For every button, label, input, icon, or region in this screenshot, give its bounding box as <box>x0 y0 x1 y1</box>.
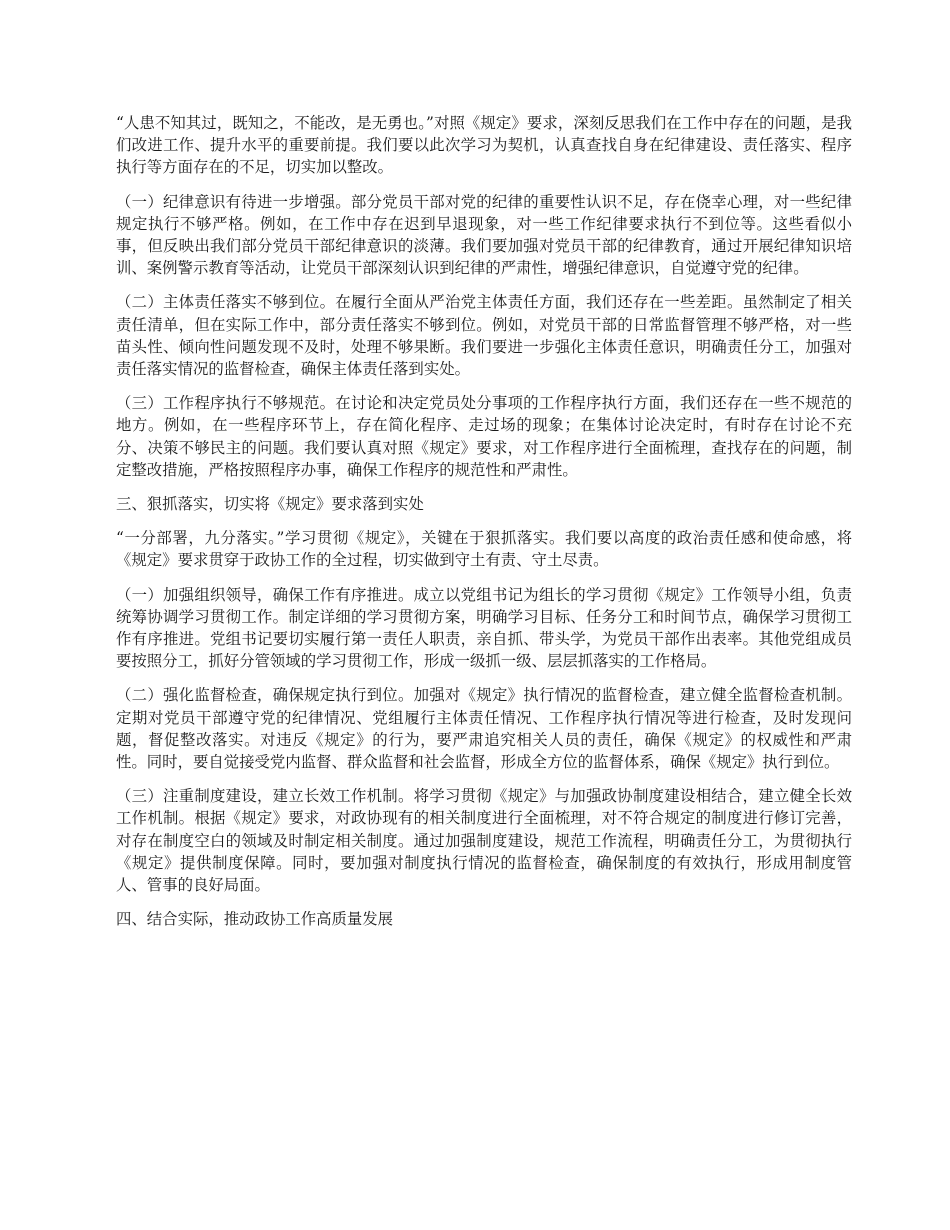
organization-leadership-paragraph: （一）加强组织领导，确保工作有序推进。成立以党组书记为组长的学习贯彻《规定》工作领导小组，负责统筹协调学习贯彻工作。制定详细的学习贯彻方案，明确学习目标、任务分工和时间节点，确保学习贯彻工作有序推进。党组书记要切实履行第一责任人职责，亲自抓、带头学，为党员干部作出表率。其他党组成员要按照分工，抓好分管领域的学习贯彻工作，形成一级抓一级、层层抓落实的工作格局。 <box>116 585 852 671</box>
document-body <box>116 112 852 943</box>
main-responsibility-paragraph: （二）主体责任落实不够到位。在履行全面从严治党主体责任方面，我们还存在一些差距。虽然制定了相关责任清单，但在实际工作中，部分责任落实不够到位。例如，对党员干部的日常监督管理不够严格，对一些苗头性、倾向性问题发现不及时，处理不够果断。我们要进一步强化主体责任意识，明确责任分工，加强对责任落实情况的监督检查，确保主体责任落到实处。 <box>116 293 852 379</box>
section-four-heading: 四、结合实际，推动政协工作高质量发展 <box>116 910 394 929</box>
discipline-awareness-paragraph: （一）纪律意识有待进一步增强。部分党员干部对党的纪律的重要性认识不足，存在侥幸心理，对一些纪律规定执行不够严格。例如，在工作中存在迟到早退现象，对一些工作纪律要求执行不到位等。这些看似小事，但反映出我们部分党员干部纪律意识的淡薄。我们要加强对党员干部的纪律教育，通过开展纪律知识培训、案例警示教育等活动，让党员干部深刻认识到纪律的严肃性，增强纪律意识，自觉遵守党的纪律。 <box>116 192 852 278</box>
institution-building-paragraph: （三）注重制度建设，建立长效工作机制。将学习贯彻《规定》与加强政协制度建设相结合，建立健全长效工作机制。根据《规定》要求，对政协现有的相关制度进行全面梳理，对不符合规定的制度进行修订完善，对存在制度空白的领域及时制定相关制度。通过加强制度建设，规范工作流程，明确责任分工，为贯彻执行《规定》提供制度保障。同时，要加强对制度执行情况的监督检查，确保制度的有效执行，形成用制度管人、管事的良好局面。 <box>116 787 852 895</box>
intro-paragraph: “人患不知其过，既知之，不能改，是无勇也。”对照《规定》要求，深刻反思我们在工作中存在的问题，是我们改进工作、提升水平的重要前提。我们要以此次学习为契机，认真查找自身在纪律建设、责任落实、程序执行等方面存在的不足，切实加以整改。 <box>116 114 852 177</box>
work-procedure-paragraph: （三）工作程序执行不够规范。在讨论和决定党员处分事项的工作程序执行方面，我们还存在一些不规范的地方。例如，在一些程序环节上，存在简化程序、走过场的现象；在集体讨论决定时，有时存在讨论不充分、决策不够民主的问题。我们要认真对照《规定》要求，对工作程序进行全面梳理，查找存在的问题，制定整改措施，严格按照程序办事，确保工作程序的规范性和严肃性。 <box>116 394 852 479</box>
supervision-inspection-paragraph: （二）强化监督检查，确保规定执行到位。加强对《规定》执行情况的监督检查，建立健全监督检查机制。定期对党员干部遵守党的纪律情况、党组履行主体责任情况、工作程序执行情况等进行检查，及时发现问题，督促整改落实。对违反《规定》的行为，要严肃追究相关人员的责任，确保《规定》的权威性和严肃性。同时，要自觉接受党内监督、群众监督和社会监督，形成全方位的监督体系，确保《规定》执行到位。 <box>116 686 852 772</box>
section-three-heading: 三、狠抓落实，切实将《规定》要求落到实处 <box>116 495 424 514</box>
implementation-intro-paragraph: “一分部署，九分落实。”学习贯彻《规定》，关键在于狠抓落实。我们要以高度的政治责任感和使命感，将《规定》要求贯穿于政协工作的全过程，切实做到守土有责、守土尽责。 <box>116 529 852 570</box>
